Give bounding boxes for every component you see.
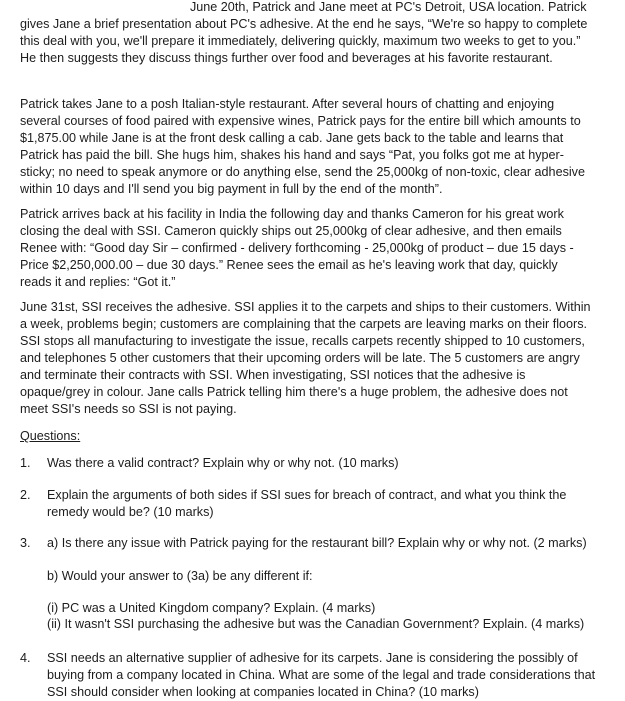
question-3b: b) Would your answer to (3a) be any different if: [47, 569, 313, 583]
question-text: Was there a valid contract? Explain why or why not. (10 marks) [47, 456, 399, 470]
paragraph-3: Patrick arrives back at his facility in India the following day and thanks Cameron for his great work closing the deal with SSI. Cameron quickly ships out 25,000kg of clear adhesive, and then emails Renee with: “Good day Sir – confirmed - delivery forthcoming - 25,000kg of product – due 15 days - Price $2,250,000.00 – due 30 days.” Renee sees the email as he's leaving work that day, quickly reads it and replies: “Got it.” [20, 207, 574, 289]
question-text: Explain the arguments of both sides if SSI sues for breach of contract, and what you think the remedy would be? (10 marks) [47, 488, 567, 519]
paragraph-4: June 31st, SSI receives the adhesive. SSI applies it to the carpets and ships to their customers. Within a week, problems begin; customers are complaining that the carpets are leaving marks on their floors. SSI stops all manufacturing to investigate the issue, recalls carpets recently shipped to 10 customers, and telephones 5 other customers that their upcoming orders will be late. The 5 customers are angry and terminate their contracts with SSI. When investigating, SSI notices that the adhesive is opaque/grey in colour. Jane calls Patrick telling him there's a huge problem, the adhesive does not meet SSI's needs so SSI is not paying. [20, 300, 591, 416]
question-number: 2. [20, 488, 31, 502]
question-text: SSI needs an alternative supplier of adhesive for its carpets. Jane is considering the possibly of buying from a company located in China. What are some of the legal and trade considerations that SSI should consider when looking at companies located in China? (10 marks) [47, 651, 596, 699]
question-3b-ii: (ii) It wasn't SSI purchasing the adhesive but was the Canadian Government? Explain. (4 marks) [47, 617, 585, 631]
questions-heading: Questions: [20, 429, 81, 443]
question-number: 3. [20, 536, 31, 550]
question-3b-i: (i) PC was a United Kingdom company? Explain. (4 marks) [47, 601, 376, 615]
question-text: a) Is there any issue with Patrick paying for the restaurant bill? Explain why or why not. (2 marks) [47, 536, 587, 550]
paragraph-2: Patrick takes Jane to a posh Italian-style restaurant. After several hours of chatting and enjoying several courses of food paired with expensive wines, Patrick pays for the entire bill which amounts to $1,875.00 while Jane is at the front desk calling a cab. Jane gets back to the table and learns that Patrick has paid the bill. She hugs him, shakes his hand and says “Pat, you folks got me at hyper-sticky; no need to speak anymore or do anything else, send the 25,000kg of non-toxic, clear adhesive within 10 days and I'll send you big payment in full by the end of the month”. [20, 97, 585, 196]
paragraph-1: June 20th, Patrick and Jane meet at PC's Detroit, USA location. Patrick gives Jane a brief presentation about PC's adhesive. At the end he says, “We're so happy to complete this deal with you, we'll prepare it immediately, delivering quickly, maximum two weeks to get to you.” He then suggests they discuss things further over food and beverages at his favorite restaurant. [20, 0, 588, 65]
question-number: 4. [20, 651, 31, 665]
question-number: 1. [20, 456, 31, 470]
